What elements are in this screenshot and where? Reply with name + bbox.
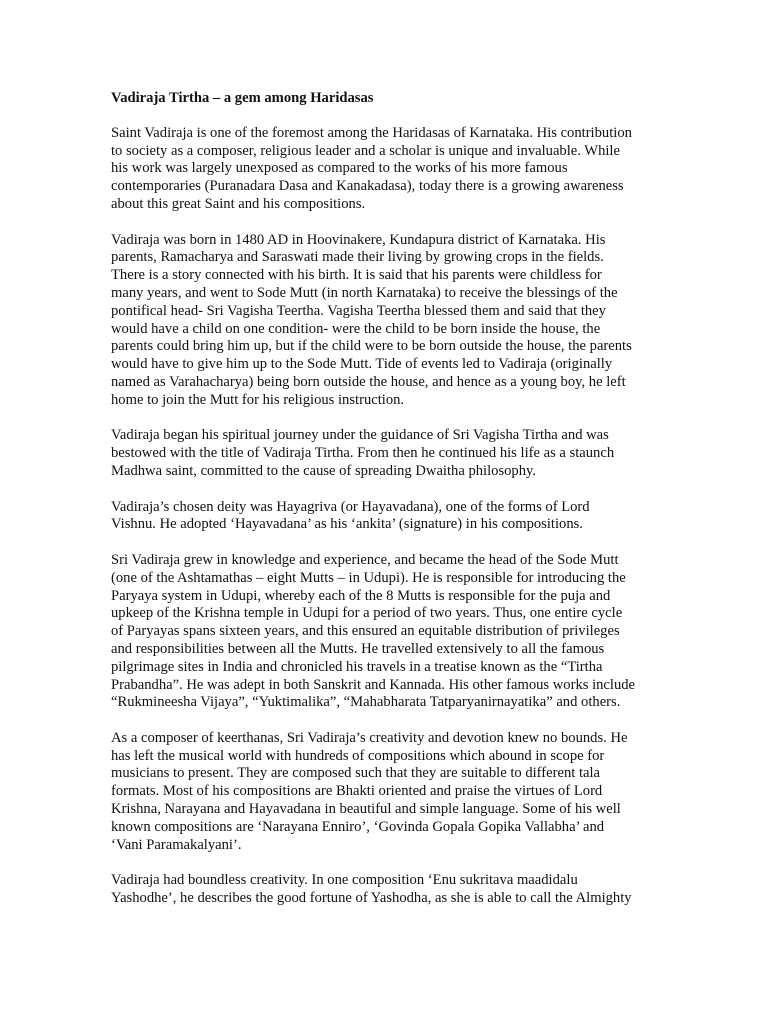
paragraph-birth — [111, 232, 671, 410]
text-line: to society as a composer, religious leader and a scholar is unique and invaluable. While — [111, 142, 620, 159]
text-line: Paryaya system in Udupi, whereby each of the 8 Mutts is responsible for the puja and — [111, 587, 611, 604]
paragraph-sode-mutt — [111, 552, 671, 712]
text-line: home to join the Mutt for his religious instruction. — [111, 391, 405, 408]
text-line: There is a story connected with his birth. It is said that his parents were childless for — [111, 267, 602, 284]
text-line: Vadiraja was born in 1480 AD in Hoovinakere, Kundapura district of Karnataka. His — [111, 231, 606, 248]
text-line: bestowed with the title of Vadiraja Tirtha. From then he continued his life as a staunch — [111, 445, 615, 462]
text-line: Krishna, Narayana and Hayavadana in beautiful and simple language. Some of his well — [111, 801, 621, 818]
text-line: As a composer of keerthanas, Sri Vadiraja’s creativity and devotion knew no bounds. He — [111, 729, 628, 746]
text-line: ‘Vani Paramakalyani’. — [111, 836, 242, 853]
text-line: Prabandha”. He was adept in both Sanskrit and Kannada. His other famous works include — [111, 676, 636, 693]
text-line: about this great Saint and his compositions. — [111, 195, 366, 212]
document-title: Vadiraja Tirtha – a gem among Haridasas — [111, 90, 374, 106]
text-line: musicians to present. They are composed such that they are suitable to different tala — [111, 765, 601, 782]
text-line: pontifical head- Sri Vagisha Teertha. Vagisha Teertha blessed them and said that they — [111, 302, 606, 319]
text-line: Sri Vadiraja grew in knowledge and experience, and became the head of the Sode Mutt — [111, 551, 619, 568]
text-line: Vadiraja’s chosen deity was Hayagriva (or Hayavadana), one of the forms of Lord — [111, 498, 590, 515]
text-line: many years, and went to Sode Mutt (in north Karnataka) to receive the blessings of the — [111, 284, 618, 301]
text-line: would have a child on one condition- were the child to be born inside the house, the — [111, 320, 601, 337]
text-line: Madhwa saint, committed to the cause of spreading Dwaitha philosophy. — [111, 462, 537, 479]
paragraph-intro — [111, 125, 671, 214]
document-page — [111, 90, 671, 926]
text-line: (one of the Ashtamathas – eight Mutts – in Udupi). He is responsible for introducing the — [111, 569, 626, 586]
text-line: named as Varahacharya) being born outside the house, and hence as a young boy, he left — [111, 373, 626, 390]
text-line: formats. Most of his compositions are Bhakti oriented and praise the virtues of Lord — [111, 783, 603, 800]
text-line: of Paryayas spans sixteen years, and this ensured an equitable distribution of privileges — [111, 623, 620, 640]
text-line: Yashodhe’, he describes the good fortune of Yashodha, as she is able to call the Almighty — [111, 890, 632, 907]
text-line: and responsibilities between all the Mutts. He travelled extensively to all the famous — [111, 640, 605, 657]
text-line: “Rukmineesha Vijaya”, “Yuktimalika”, “Mahabharata Tatparyanirnayatika” and others. — [111, 694, 621, 711]
text-line: known compositions are ‘Narayana Enniro’, ‘Govinda Gopala Gopika Vallabha’ and — [111, 818, 605, 835]
text-line: parents, Ramacharya and Saraswati made their living by growing crops in the fields. — [111, 249, 604, 266]
paragraph-creativity — [111, 872, 671, 908]
text-line: contemporaries (Puranadara Dasa and Kanakadasa), today there is a growing awareness — [111, 178, 624, 195]
text-line: Vadiraja had boundless creativity. In one composition ‘Enu sukritava maadidalu — [111, 872, 578, 889]
text-line: would have to give him up to the Sode Mutt. Tide of events led to Vadiraja (originally — [111, 356, 613, 373]
text-line: upkeep of the Krishna temple in Udupi for a period of two years. Thus, one entire cycle — [111, 605, 623, 622]
text-line: Saint Vadiraja is one of the foremost among the Haridasas of Karnataka. His contribution — [111, 124, 632, 141]
paragraph-deity — [111, 499, 671, 535]
text-line: Vadiraja began his spiritual journey under the guidance of Sri Vagisha Tirtha and was — [111, 427, 609, 444]
text-line: pilgrimage sites in India and chronicled his travels in a treatise known as the “Tirtha — [111, 658, 603, 675]
text-line: Vishnu. He adopted ‘Hayavadana’ as his ‘ankita’ (signature) in his compositions. — [111, 516, 583, 533]
text-line: his work was largely unexposed as compared to the works of his more famous — [111, 160, 568, 177]
text-line: has left the musical world with hundreds of compositions which abound in scope for — [111, 747, 605, 764]
paragraph-composer — [111, 730, 671, 855]
text-line: parents could bring him up, but if the child were to be born outside the house, the parents — [111, 338, 632, 355]
paragraph-spiritual-journey — [111, 427, 671, 480]
